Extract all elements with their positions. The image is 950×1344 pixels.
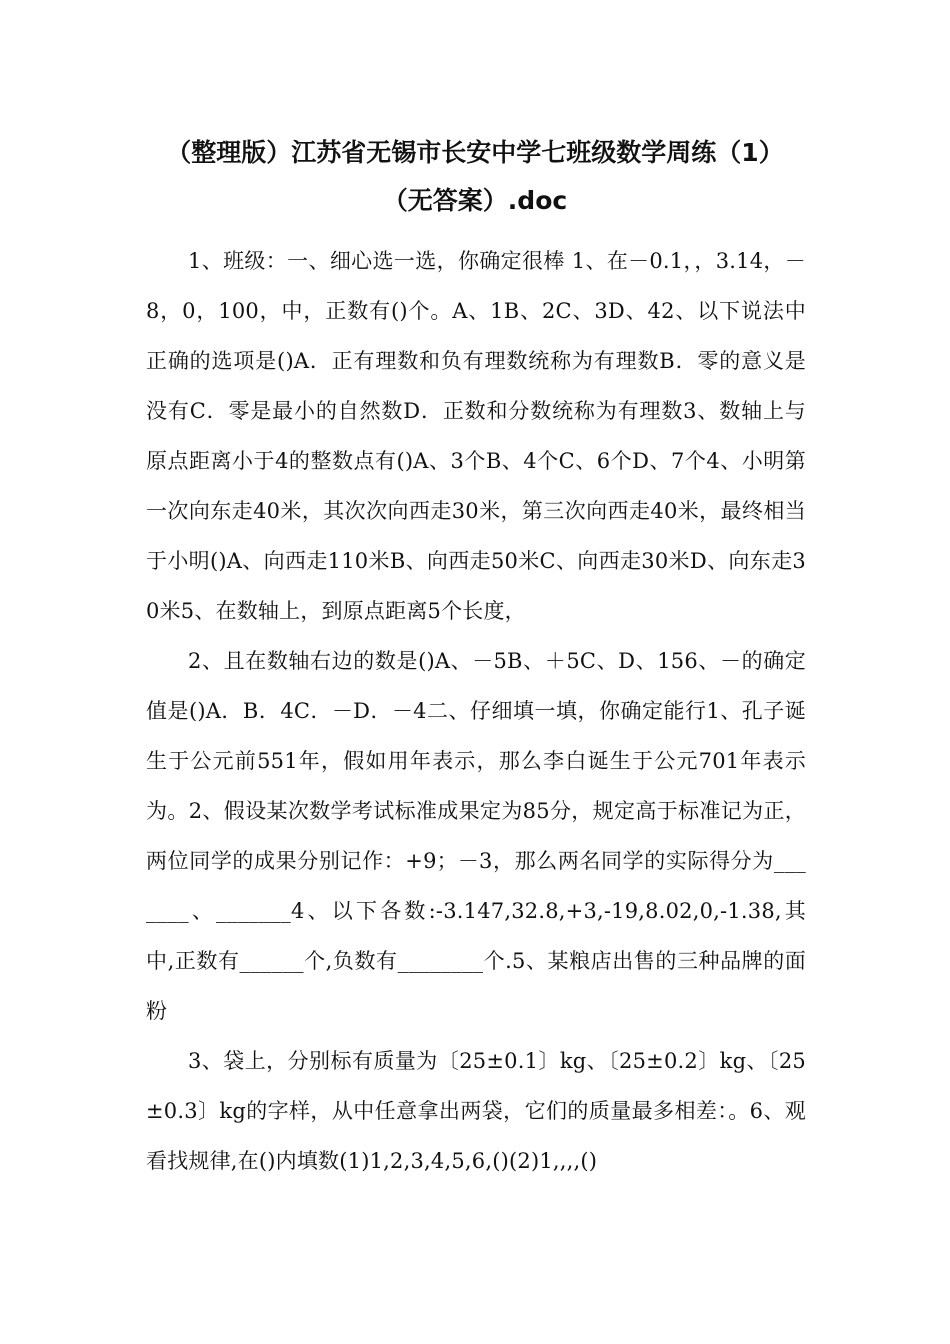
document-title-line-1: （整理版）江苏省无锡市长安中学七班级数学周练（1） <box>166 138 784 167</box>
paragraph-2: 2、且在数轴右边的数是()A、－5B、＋5C、D、156、－的确定值是()A．B．4C．－D．－4二、仔细填一填，你确定能行1、孔子诞生于公元前551年，假如用年表示，那么李白诞生于公元701年表示为。2、假设某次数学考试标准成果定为85分，规定高于标准记为正，两位同学的成果分别记作：+9；－3，那么两名同学的实际得分为_______、_______4、以下各数:-3.147,32.8,+3,-19,8.02,0,-1.38,其中,正数有______个,负数有________个.5、某粮店出售的三种品牌的面粉 <box>146 649 806 1023</box>
paragraph-3: 3、袋上，分别标有质量为〔25±0.1〕kg、〔25±0.2〕kg、〔25±0.3〕kg的字样，从中任意拿出两袋，它们的质量最多相差：。6、观看找规律,在()内填数(1)1,2,3,4,5,6,()(2)1,,,,() <box>146 1049 806 1173</box>
document-body <box>146 236 806 1186</box>
paragraph-1: 1、班级：一、细心选一选，你确定很棒 1、在－0.1，，3.14，－8，0，100，中，正数有()个。A、1B、2C、3D、42、以下说法中正确的选项是()A．正有理数和负有理数统称为有理数B．零的意义是没有C．零是最小的自然数D．正数和分数统称为有理数3、数轴上与原点距离小于4的整数点有()A、3个B、4个C、6个D、7个4、小明第一次向东走40米，其次次向西走30米，第三次向西走40米，最终相当于小明()A、向西走110米B、向西走50米C、向西走30米D、向东走30米5、在数轴上，到原点距离5个长度， <box>146 249 806 623</box>
document-title-line-2: （无答案）.doc <box>382 186 568 215</box>
